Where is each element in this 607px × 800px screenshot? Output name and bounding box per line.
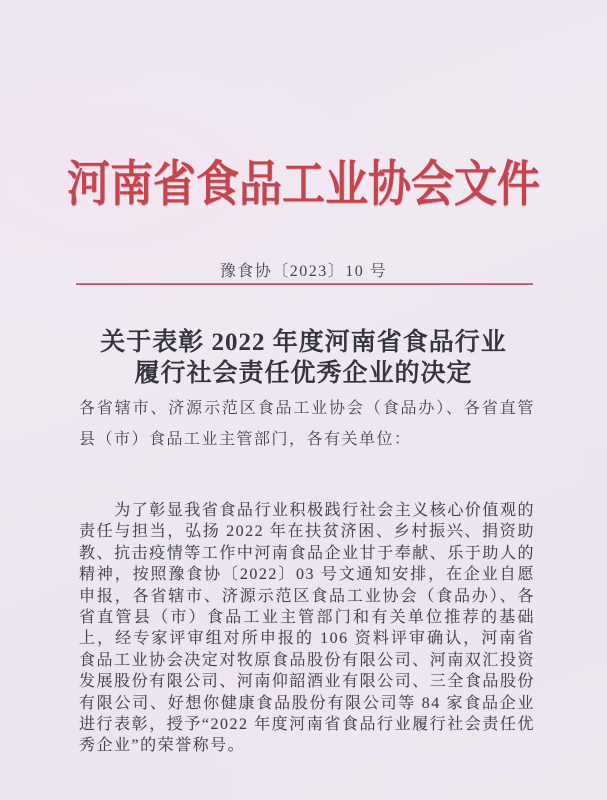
addressee-line: 各省辖市、济源示范区食品工业协会（食品办）、各省直管县（市）食品工业主管部门，各有关单位： [79, 400, 535, 448]
document-masthead-title: 河南省食品工业协会文件 [67, 158, 540, 213]
document-title-line2: 履行社会责任优秀企业的决定 [134, 359, 473, 387]
document-number: 豫食协〔2023〕10 号 [219, 263, 388, 280]
body-paragraph: 为了彰显我省食品行业积极践行社会主义核心价值观的责任与担当，弘扬 2022 年在扶贫济困、乡村振兴、捐资助教、抗击疫情等工作中河南食品企业甘于奉献、乐于助人的精神，按照豫食协〔2022〕03 号文通知安排，在企业自愿申报，各省辖市、济源示范区食品工业协会（食品办）、各省直管县（市）食品工业主管部门和有关单位推荐的基础上，经专家评审组对所申报的 106 资料评审确认，河南省食品工业协会决定对牧原食品股份有限公司、河南双汇投资发展股份有限公司、河南仰韶酒业有限公司、三全食品股份有限公司、好想你健康食品股份有限公司等 84 家食品企业进行表彰，授予“2022 年度河南省食品行业履行社会责任优秀企业”的荣誉称号。 [79, 502, 535, 755]
masthead-divider-line [76, 283, 533, 285]
document-title [0, 327, 607, 389]
document-title-line1: 关于表彰 2022 年度河南省食品行业 [100, 328, 507, 356]
